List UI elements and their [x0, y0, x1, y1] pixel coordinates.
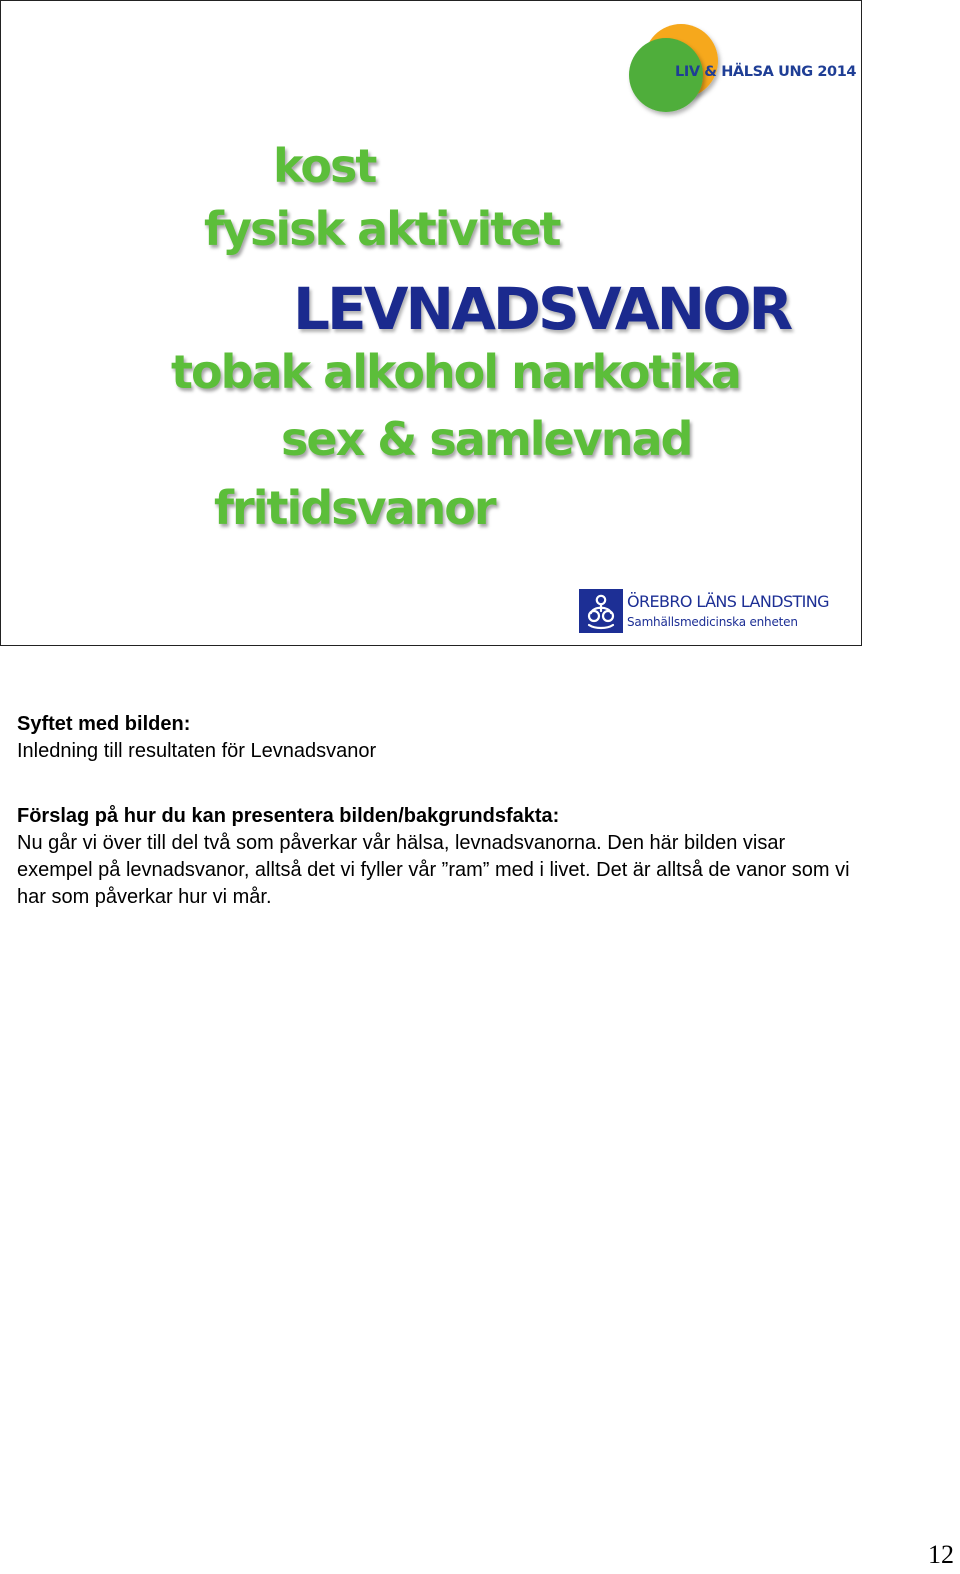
purpose-heading: Syftet med bilden:: [17, 713, 191, 735]
landsting-emblem-icon: [579, 589, 623, 633]
orebro-logo-name: ÖREBRO LÄNS LANDSTING: [627, 592, 829, 611]
word-sex-samlevnad: sex & samlevnad: [281, 412, 692, 466]
word-tobak-alkohol-narkotika: tobak alkohol narkotika: [171, 345, 740, 399]
speaker-notes: [17, 711, 857, 911]
orebro-landsting-logo: [579, 589, 847, 635]
orebro-logo-subtitle: Samhällsmedicinska enheten: [627, 615, 798, 629]
suggestion-heading: Förslag på hur du kan presentera bilden/bakgrundsfakta:: [17, 805, 560, 827]
word-fritidsvanor: fritidsvanor: [214, 481, 495, 535]
purpose-text: Inledning till resultaten för Levnadsvanor: [17, 740, 377, 762]
suggestion-text: Nu går vi över till del två som påverkar vår hälsa, levnadsvanorna. Den här bilden visar exempel på levnadsvanor, alltså det vi fyller vår ”ram” med i livet. Det är alltså de vanor som vi har som påverkar hur vi mår.: [17, 832, 850, 908]
liv-halsa-logo: [627, 23, 857, 119]
slide-image: [0, 0, 862, 646]
word-kost: kost: [273, 139, 376, 193]
liv-halsa-logo-text: LIV & HÄLSA UNG 2014: [675, 64, 857, 80]
word-fysisk-aktivitet: fysisk aktivitet: [204, 202, 560, 256]
page-number: 12: [928, 1540, 954, 1569]
word-levnadsvanor: LEVNADSVANOR: [293, 275, 791, 343]
